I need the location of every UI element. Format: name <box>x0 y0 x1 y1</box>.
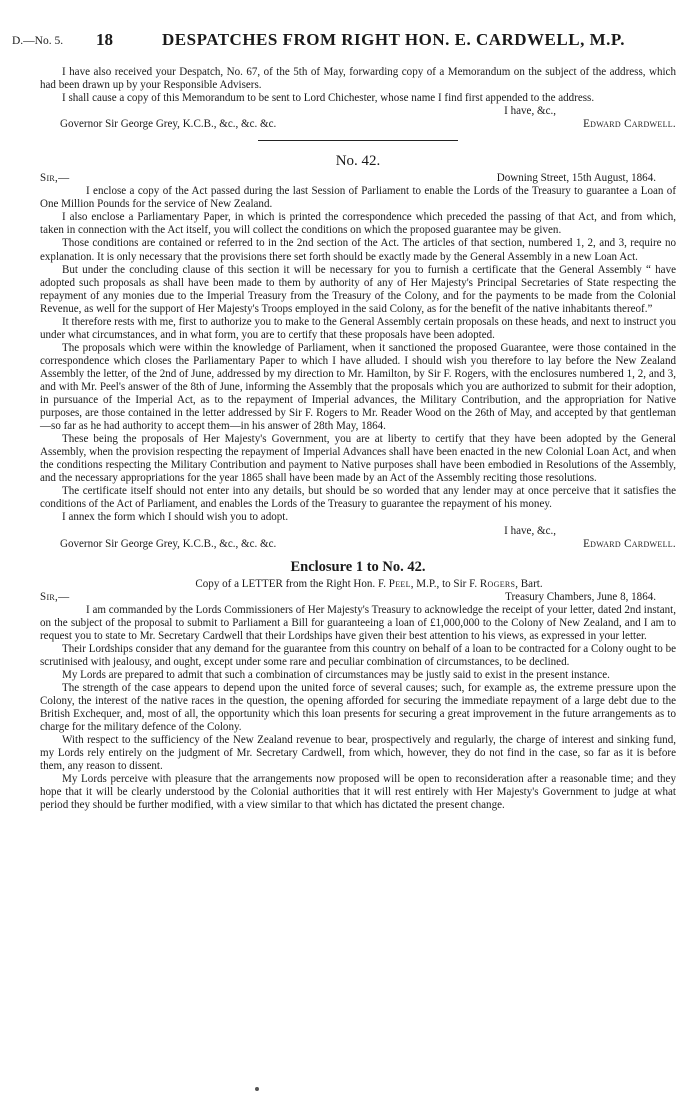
print-mark <box>255 1087 259 1091</box>
signature: Edward Cardwell. <box>583 537 676 550</box>
salutation-row <box>40 591 676 604</box>
signature-block <box>40 118 676 131</box>
despatch-paragraph: It therefore rests with me, first to authorize you to make to the General Assembly certain proposals on these heads, and next to instruct you under what circumstances, and in what form, you are to certify that these proposals have been adopted. <box>40 315 676 341</box>
place-date: Downing Street, 15th August, 1864. <box>496 172 656 185</box>
closing-line: I have, &c., <box>504 105 556 118</box>
salutation: Sir,— <box>40 172 70 185</box>
despatch-heading: No. 42. <box>335 153 381 170</box>
despatch-paragraph: I enclose a copy of the Act passed during the last Session of Parliament to enable the Lords of the Treasury to guarantee a Loan of One Million Pounds for the service of New Zealand. <box>40 185 676 211</box>
section-divider <box>258 140 458 141</box>
signature-block <box>40 538 676 551</box>
subheading-suffix: , Bart. <box>515 577 543 590</box>
document-reference: D.—No. 5. <box>12 35 64 47</box>
subheading-name: Peel <box>388 577 411 590</box>
subheading-middle: , M.P., to Sir F. <box>410 577 480 590</box>
despatch-paragraph: But under the concluding clause of this section it will be necessary for you to furnish a certificate that the General Assembly “ have adopted such proposals as shall have been made to them by authority of any of Her Majesty's Principal Secretaries of State respecting the repayment of any monies due to the Imperial Treasury from the Treasury of the Colony, and for the payments to be made from the Colonial Revenue, as well for the support of Her Majesty's Troops employed in the said Colony, as for the benefit of the native inhabitants thereof.” <box>40 263 676 315</box>
enclosure-heading: Enclosure 1 to No. 42. <box>290 558 426 575</box>
running-title: DESPATCHES FROM RIGHT HON. E. CARDWELL, M.P. <box>162 30 625 49</box>
despatch-paragraph: The certificate itself should not enter into any details, but should be so worded that any lender may at once perceive that it satisfies the conditions of the Act of Parliament, and enables the Lords of the Treasury to guarantee the repayment of his money. <box>40 485 676 511</box>
closing-line: I have, &c., <box>504 524 556 537</box>
page-header <box>12 30 688 54</box>
salutation: Sir,— <box>40 590 70 603</box>
enclosure-paragraph: I am commanded by the Lords Commissioners of Her Majesty's Treasury to acknowledge the receipt of your letter, dated 2nd instant, on the subject of the proposal to submit to Parliament a Bill for guaranteeing a loan of £1,000,000 to the Colony of New Zealand, and I am to request you to state to Mr. Secretary Cardwell that their Lordships have given their best attention to his views, as expressed in your letter. <box>40 603 676 642</box>
subheading-name: Rogers <box>479 577 516 590</box>
despatch-paragraph: The proposals which were within the knowledge of Parliament, when it sanctioned the proposed Guarantee, were those contained in the correspondence which closes the Parliamentary Paper to which I have alluded. I should wish you therefore to lay before the New Zealand Assembly the letter, of the 2nd of June, addressed by my direction to Mr. Hamilton, by Sir F. Rogers, with the enclosures numbered 1, 2, and 3, and with Mr. Peel's answer of the 8th of June, informing the Assembly that the proposals which you are authorized to submit for their adoption, in pursuance of the Imperial Act, as to the repayment of Imperial advances, the Military Contribution, and the appropriation for Native purposes, are those contained in the letter addressed by Sir F. Rogers to Mr. Reader Wood on the 26th of May, and accepted by that gentleman—so far as he had authority to accept them—in his answer of 28th May, 1864. <box>40 341 676 433</box>
enclosure-paragraph: With respect to the sufficiency of the New Zealand revenue to bear, prospectively and regularly, the charge of interest and sinking fund, my Lords rely entirely on the judgment of Mr. Secretary Cardwell, from which, however, they do not find in the case, so far as it is before them, any reason to dissent. <box>40 734 676 773</box>
document-body <box>40 66 676 812</box>
signature: Edward Cardwell. <box>583 118 676 131</box>
enclosure-paragraph: The strength of the case appears to depend upon the united force of several causes; such, for example as, the extreme pressure upon the Colony, the interest of the native races in the question, the opening afforded for securing the immediate repayment of a large debt due to the British Exchequer, and, most of all, the opportunity which this loan presents for securing a great improvement in the future arrangements as to charge for the military defence of the Colony. <box>40 681 676 734</box>
addressee: Governor Sir George Grey, K.C.B., &c., &c. &c. <box>60 537 277 550</box>
despatch-paragraph: These being the proposals of Her Majesty's Government, you are at liberty to certify that they have been adopted by the General Assembly, when the provision respecting the repayment of Imperial Advances shall have been enacted in the new Colonial Loan Act, and when the conditions respecting the Military Contribution and payment to Native purposes shall have been embodied in Resolutions of the Assembly, and the necessary appropriations for the year 1865 shall have been made by an Act of the Assembly reciting those resolutions. <box>40 433 676 485</box>
despatch-paragraph: I annex the form which I should wish you to adopt. <box>62 511 289 524</box>
despatch-paragraph: Those conditions are contained or referred to in the 2nd section of the Act. The articles of that section, numbered 1, 2, and 3, require no explanation. It is only necessary that the provisions there set forth should be exactly made by the General Assembly in a new Loan Act. <box>40 237 676 263</box>
enclosure-paragraph: Their Lordships consider that any demand for the guarantee from this country on behalf of a loan to be contracted for a Colony ought to be scrutinised with jealousy, and ought, except under some rare and peculiar combination of circumstances, to be declined. <box>40 642 676 668</box>
place-date: Treasury Chambers, June 8, 1864. <box>505 590 656 603</box>
despatch-paragraph: I also enclose a Parliamentary Paper, in which is printed the correspondence which preceded the passing of that Act, and from which, taken in connection with the Act itself, you will collect the conditions on which the proposed guarantee may be given. <box>40 211 676 237</box>
enclosure-paragraph: My Lords perceive with pleasure that the arrangements now proposed will be open to reconsideration after a reasonable time; and they hope that it will be clearly understood by the Colonial authorities that it will rest entirely with Her Majesty's Government to judge at what period they should be further modified, with a view similar to that which has dictated the present change. <box>40 773 676 812</box>
enclosure-subheading <box>40 578 676 591</box>
addressee: Governor Sir George Grey, K.C.B., &c., &c. &c. <box>60 118 277 131</box>
salutation-row <box>40 172 676 185</box>
subheading-prefix: Copy of a LETTER from the Right Hon. F. <box>195 577 389 590</box>
intro-paragraph: I have also received your Despatch, No. 67, of the 5th of May, forwarding copy of a Memorandum on the subject of the address, which had been drawn up by your Responsible Advisers. <box>40 66 676 92</box>
intro-paragraph: I shall cause a copy of this Memorandum to be sent to Lord Chichester, whose name I find first appended to the address. <box>62 92 595 105</box>
enclosure-paragraph: My Lords are prepared to admit that such a combination of circumstances may be justly said to exist in the present instance. <box>62 668 610 681</box>
page-number: 18 <box>96 30 113 49</box>
